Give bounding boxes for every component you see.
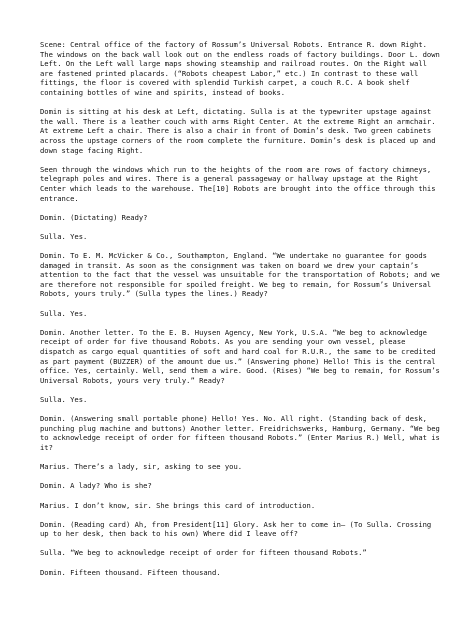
dialogue-line: Domin. A lady? Who is she?	[40, 481, 152, 491]
dialogue-line: Domin. To E. M. McVicker & Co., Southampton, England. “We undertake no guarantee for goods damaged in transit. As soon as the consignment was taken on board we drew your captain’s attention to the fact that the vessel was unsuitable for the transportation of Robots; and we are therefore not responsible for spoiled freight. We beg to remain, for Rossum’s Universal Robots, yours truly.” (Sulla types the lines.) Ready?	[40, 251, 440, 299]
stage-direction-scene: Scene: Central office of the factory of Rossum’s Universal Robots. Entrance R. down Right. The windows on the back wall look out on the endless roads of factory buildings. Door L. down Left. On the Left wall large maps showing steamship and railroad routes. On the Right wall are fastened printed placards. (“Robots cheapest Labor,” etc.) In contrast to these wall fittings, the floor is covered with splendid Turkish carpet, a couch R.C. A book shelf containing bottles of wine and spirits, instead of books.	[40, 40, 440, 97]
dialogue-line: Sulla. Yes.	[40, 394, 88, 404]
dialogue-line: Domin. Fifteen thousand. Fifteen thousand.	[40, 567, 221, 577]
dialogue-line: Domin. (Dictating) Ready?	[40, 212, 148, 222]
dialogue-line: Sulla. “We beg to acknowledge receipt of order for fifteen thousand Robots.”	[40, 548, 367, 558]
dialogue-line: Domin. (Answering small portable phone) Hello! Yes. No. All right. (Standing back of desk, punching plug machine and buttons) Another letter. Freidrichswerks, Hamburg, Germany. “We beg to acknowledge receipt of order for fifteen thousand Robots.” (Enter Marius R.) Well, what is it?	[40, 414, 440, 452]
dialogue-line: Marius. There’s a lady, sir, asking to see you.	[40, 462, 243, 472]
dialogue-line: Marius. I don’t know, sir. She brings this card of introduction.	[40, 500, 316, 510]
dialogue-line: Sulla. Yes.	[40, 231, 88, 241]
document-page	[40, 40, 440, 587]
stage-direction-domin: Domin is sitting at his desk at Left, dictating. Sulla is at the typewriter upstage against the wall. There is a leather couch with arms Right Center. At the extreme Right an armchair. At extreme Left a chair. There is also a chair in front of Domin’s desk. Two green cabinets across the upstage corners of the room complete the furniture. Domin’s desk is placed up and down stage facing Right.	[40, 107, 436, 155]
dialogue-line: Domin. Another letter. To the E. B. Huysen Agency, New York, U.S.A. “We beg to acknowledge receipt of order for five thousand Robots. As you are sending your own vessel, please dispatch as cargo equal quantities of soft and hard coal for R.U.R., the same to be credited as part payment (BUZZER) of the amount due us.” (Answering phone) Hello! This is the central office. Yes, certainly. Well, send them a wire. Good. (Rises) “We beg to remain, for Rossum’s Universal Robots, yours very truly.” Ready?	[40, 327, 440, 385]
stage-direction-windows: Seen through the windows which run to the heights of the room are rows of factory chimneys, telegraph poles and wires. There is a general passageway or hallway upstage at the Right Center which leads to the warehouse. The[10] Robots are brought into the office through this entrance.	[40, 164, 436, 203]
dialogue-line: Sulla. Yes.	[40, 308, 88, 318]
dialogue-line: Domin. (Reading card) Ah, from President[11] Glory. Ask her to come in— (To Sulla. Crossing up to her desk, then back to his own) Where did I leave off?	[40, 519, 432, 539]
